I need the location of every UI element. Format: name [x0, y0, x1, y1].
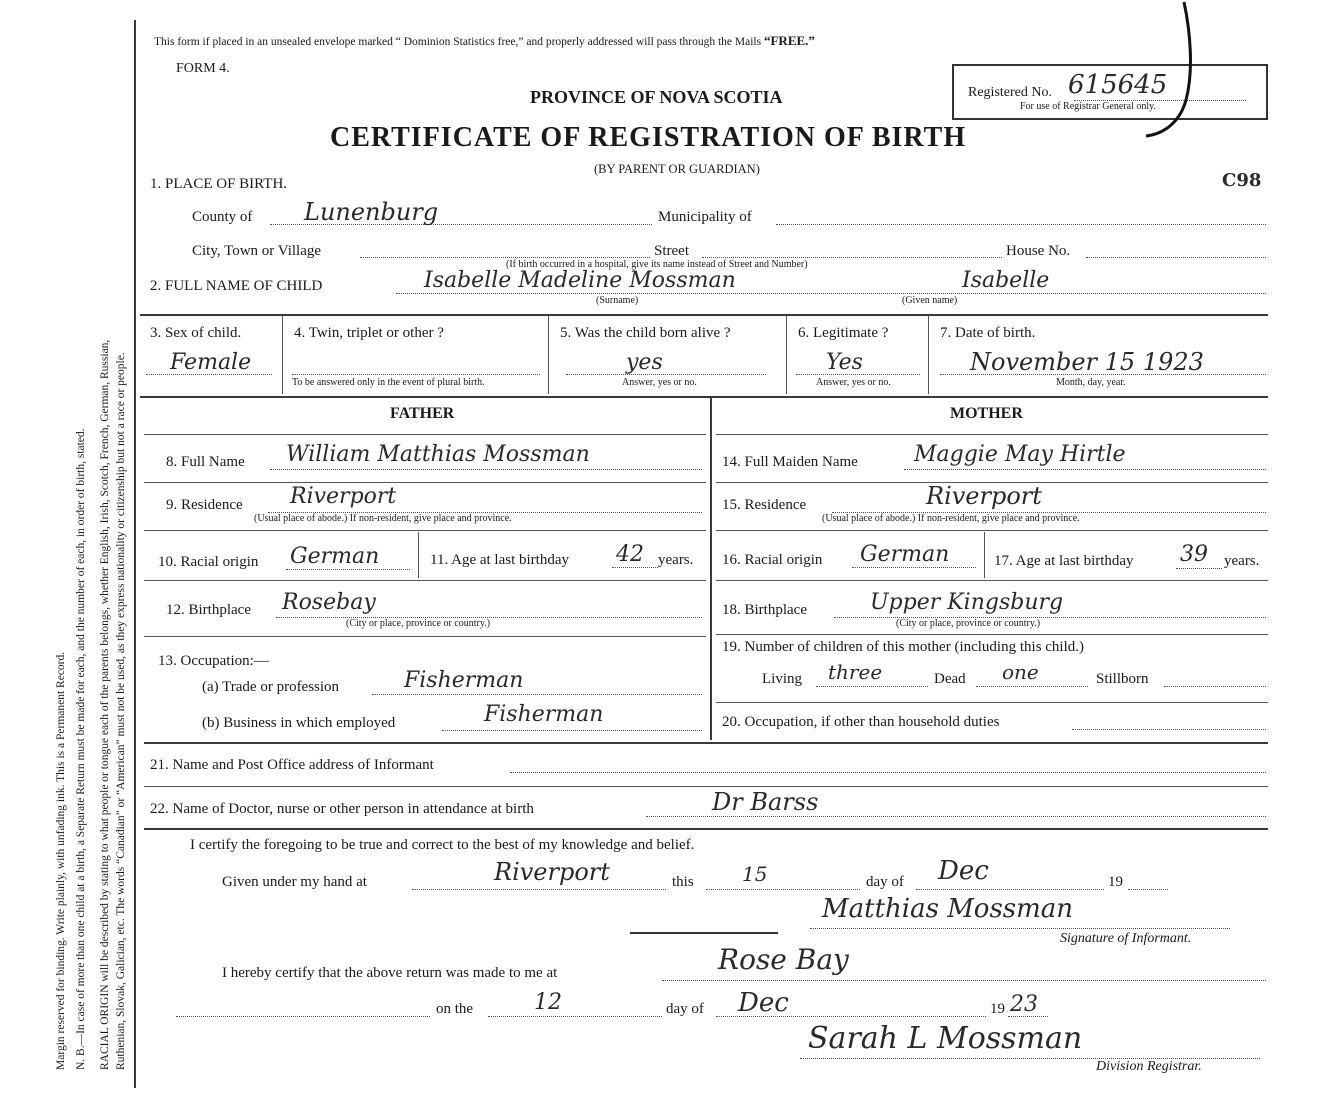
margin-note: Margin reserved for binding. Write plainly, with unfading ink. This is a Permanent Record.: [55, 651, 67, 1070]
mother-residence-label: 15. Residence: [722, 497, 807, 513]
mother-dead-value: one: [1002, 660, 1039, 684]
pen-stroke: [1140, 0, 1200, 140]
rule-under-mother-heading: [716, 434, 1268, 435]
mother-age-label: 17. Age at last birthday: [994, 553, 1134, 569]
divider-5-6: [786, 316, 787, 394]
given-place-value: Riverport: [494, 858, 610, 886]
father-racial-value: German: [290, 544, 380, 569]
mother-dead-label: Dead: [934, 671, 966, 687]
rule-bottom-parents: [144, 742, 1268, 744]
on-the-label: on the: [436, 1001, 474, 1017]
father-age-unit: years.: [658, 552, 694, 568]
given-name-note: (Given name): [902, 295, 958, 306]
mother-age-unit: years.: [1224, 553, 1260, 569]
signature-short-rule: [630, 932, 778, 934]
mother-birthplace-note: (City or place, province or country.): [896, 618, 1041, 629]
father-residence-value: Riverport: [290, 484, 397, 509]
rule-mother-16: [716, 580, 1268, 581]
father-heading: FATHER: [390, 405, 455, 422]
alive-line: [566, 374, 766, 375]
father-birthplace-label: 12. Birthplace: [166, 602, 251, 618]
child-name-line: [396, 293, 1266, 294]
mother-stillborn-label: Stillborn: [1096, 671, 1149, 687]
rule-top-parents: [140, 396, 1268, 398]
reg-day-of-label: day of: [666, 1001, 704, 1017]
rule-father-10: [144, 580, 706, 581]
mother-occupation-label: 20. Occupation, if other than household duties: [722, 714, 1000, 730]
father-racial-line: [286, 569, 410, 570]
dob-value: November 15 1923: [970, 348, 1204, 376]
mother-heading: MOTHER: [950, 405, 1023, 422]
sex-value: Female: [170, 350, 252, 375]
legitimate-value: Yes: [826, 350, 863, 375]
mother-stillborn-line: [1164, 686, 1266, 687]
father-trade-label: (a) Trade or profession: [202, 679, 340, 695]
page-title: CERTIFICATE OF REGISTRATION OF BIRTH: [330, 122, 967, 153]
legitimate-note: Answer, yes or no.: [816, 377, 891, 388]
province-title: PROVINCE OF NOVA SCOTIA: [530, 87, 783, 107]
mother-birthplace-value: Upper Kingsburg: [870, 590, 1064, 615]
form-number: FORM 4.: [176, 61, 230, 76]
day-value: 15: [742, 862, 768, 886]
registrar-use-note: For use of Registrar General only.: [1020, 101, 1156, 112]
registrar-caption: Division Registrar.: [1096, 1059, 1202, 1074]
mother-living-label: Living: [762, 671, 802, 687]
doctor-label: 22. Name of Doctor, nurse or other person in attendance at birth: [150, 801, 534, 817]
twin-label: 4. Twin, triplet or other ?: [294, 325, 444, 341]
year-line: [1128, 889, 1168, 890]
rule-father-12: [144, 636, 706, 637]
registered-number: 615645: [1068, 70, 1168, 100]
street-line: [702, 257, 1002, 258]
mother-name-label: 14. Full Maiden Name: [722, 454, 858, 470]
return-label: I hereby certify that the above return was made to me at: [222, 965, 558, 981]
mother-name-value: Maggie May Hirtle: [914, 442, 1126, 467]
mother-racial-value: German: [860, 542, 950, 567]
informant-signature-line: [810, 928, 1230, 929]
rule-mother-19: [716, 702, 1268, 703]
child-surname-value: Isabelle Madeline Mossman: [424, 268, 736, 293]
child-given-value: Isabelle: [962, 268, 1050, 293]
year-prefix: 19: [1108, 874, 1123, 890]
nb-note: N. B.—In case of more than one child at a birth, a Separate Return must be made for each, and the number of each, in order of birth, stated.: [75, 428, 87, 1070]
given-place-line: [412, 889, 666, 890]
father-birthplace-value: Rosebay: [282, 590, 376, 615]
municipality-label: Municipality of: [658, 209, 752, 225]
county-label: County of: [192, 209, 253, 225]
informant-label: 21. Name and Post Office address of Informant: [150, 757, 434, 773]
mother-living-value: three: [828, 660, 883, 684]
postal-note: This form if placed in an unsealed envelope marked “ Dominion Statistics free,” and properly addressed will pass through the Mails “FREE.”: [154, 33, 815, 48]
father-birthplace-note: (City or place, province or country.): [346, 618, 491, 629]
margin-rule: [134, 20, 136, 1088]
informant-line: [510, 772, 1266, 773]
divider-4-5: [548, 316, 549, 394]
father-trade-line: [372, 694, 702, 695]
rule-doctor: [144, 828, 1268, 830]
given-label: Given under my hand at: [222, 874, 367, 890]
father-business-value: Fisherman: [484, 702, 604, 727]
street-label: Street: [654, 243, 689, 259]
rule-informant: [144, 786, 1268, 787]
father-age-value: 42: [616, 542, 644, 567]
house-label: House No.: [1006, 243, 1071, 259]
father-residence-label: 9. Residence: [166, 497, 243, 513]
racial-origin-note-1: RACIAL ORIGIN will be described by stating to what people or tongue each of the parents belongs, whether English, Irish, Scotch, French, German, Russian,: [99, 339, 111, 1070]
mother-racial-line: [852, 567, 976, 568]
father-trade-value: Fisherman: [404, 668, 524, 693]
father-age-line: [612, 567, 658, 568]
father-name-value: William Matthias Mossman: [286, 442, 590, 467]
mother-racial-label: 16. Racial origin: [722, 552, 823, 568]
corner-mark: C98: [1222, 170, 1262, 191]
doctor-line: [646, 816, 1266, 817]
signature-caption: Signature of Informant.: [1060, 931, 1192, 946]
rule-father-8: [144, 482, 706, 483]
alive-note: Answer, yes or no.: [622, 377, 697, 388]
registrar-prefix-line: [176, 1016, 430, 1017]
month-line: [916, 889, 1104, 890]
registrar-signature: Sarah L Mossman: [808, 1021, 1083, 1056]
day-line: [706, 889, 860, 890]
rule-father-9: [144, 530, 706, 531]
reg-month-value: Dec: [738, 988, 789, 1018]
alive-label: 5. Was the child born alive ?: [560, 325, 731, 341]
twin-line: [292, 374, 540, 375]
mother-children-label: 19. Number of children of this mother (including this child.): [722, 639, 1085, 655]
day-of-label: day of: [866, 874, 904, 890]
doctor-value: Dr Barss: [712, 788, 819, 816]
divider-6-7: [928, 316, 929, 394]
house-line: [1086, 257, 1266, 258]
alive-value: yes: [626, 350, 663, 375]
mother-name-line: [904, 469, 1266, 470]
twin-note: To be answered only in the event of plural birth.: [292, 377, 485, 388]
certify-statement: I certify the foregoing to be true and correct to the best of my knowledge and belief.: [190, 837, 695, 853]
reg-day-value: 12: [534, 990, 562, 1015]
father-residence-note: (Usual place of abode.) If non-resident, give place and province.: [254, 513, 512, 524]
county-value: Lunenburg: [304, 198, 439, 226]
city-label: City, Town or Village: [192, 243, 322, 259]
place-heading: 1. PLACE OF BIRTH.: [150, 176, 288, 192]
mother-dead-line: [976, 686, 1088, 687]
father-business-line: [442, 730, 702, 731]
mother-racial-divider: [984, 532, 985, 578]
informant-signature: Matthias Mossman: [822, 894, 1074, 924]
father-racial-divider: [418, 532, 419, 578]
divider-3-4: [282, 316, 283, 394]
child-name-label: 2. FULL NAME OF CHILD: [150, 278, 323, 294]
mother-age-value: 39: [1180, 542, 1208, 567]
father-racial-label: 10. Racial origin: [158, 554, 259, 570]
month-value: Dec: [938, 856, 989, 886]
dob-note: Month, day, year.: [1056, 377, 1126, 388]
dob-label: 7. Date of birth.: [940, 325, 1036, 341]
rule-mother-18: [716, 634, 1268, 635]
father-business-label: (b) Business in which employed: [202, 715, 396, 731]
this-label: this: [672, 874, 694, 890]
father-age-label: 11. Age at last birthday: [430, 552, 569, 568]
father-name-line: [270, 469, 702, 470]
return-place-line: [662, 980, 1266, 981]
city-line: [360, 257, 650, 258]
mother-birthplace-label: 18. Birthplace: [722, 602, 807, 618]
father-name-label: 8. Full Name: [166, 454, 245, 470]
mother-residence-note: (Usual place of abode.) If non-resident, give place and province.: [822, 513, 1080, 524]
mother-occupation-line: [1072, 729, 1266, 730]
hospital-note: (If birth occurred in a hospital, give its name instead of Street and Number): [506, 259, 808, 270]
rule-top-row3: [140, 314, 1268, 316]
mother-age-line: [1176, 568, 1222, 569]
mother-residence-value: Riverport: [926, 482, 1042, 510]
rule-mother-15: [716, 530, 1268, 531]
reg-year-prefix: 19: [990, 1001, 1005, 1017]
municipality-line: [776, 224, 1266, 225]
registered-label: Registered No.: [968, 85, 1052, 100]
sex-label: 3. Sex of child.: [150, 325, 242, 341]
mother-living-line: [816, 686, 928, 687]
page-subtitle: (BY PARENT OR GUARDIAN): [594, 162, 760, 176]
legitimate-label: 6. Legitimate ?: [798, 325, 889, 341]
parents-divider: [710, 398, 712, 740]
rule-under-father-heading: [144, 434, 706, 435]
return-place-value: Rose Bay: [718, 943, 849, 976]
reg-year-suffix: 23: [1010, 992, 1038, 1017]
father-occupation-label: 13. Occupation:—: [158, 653, 269, 669]
reg-year-line: [1008, 1016, 1048, 1017]
surname-note: (Surname): [596, 295, 639, 306]
reg-day-line: [488, 1016, 662, 1017]
racial-origin-note-2: Ruthenian, Slovak, Galician, etc. The words “Canadian” or “American” must not be used, as they express nationality or citizenship but not a race or people.: [115, 352, 127, 1070]
